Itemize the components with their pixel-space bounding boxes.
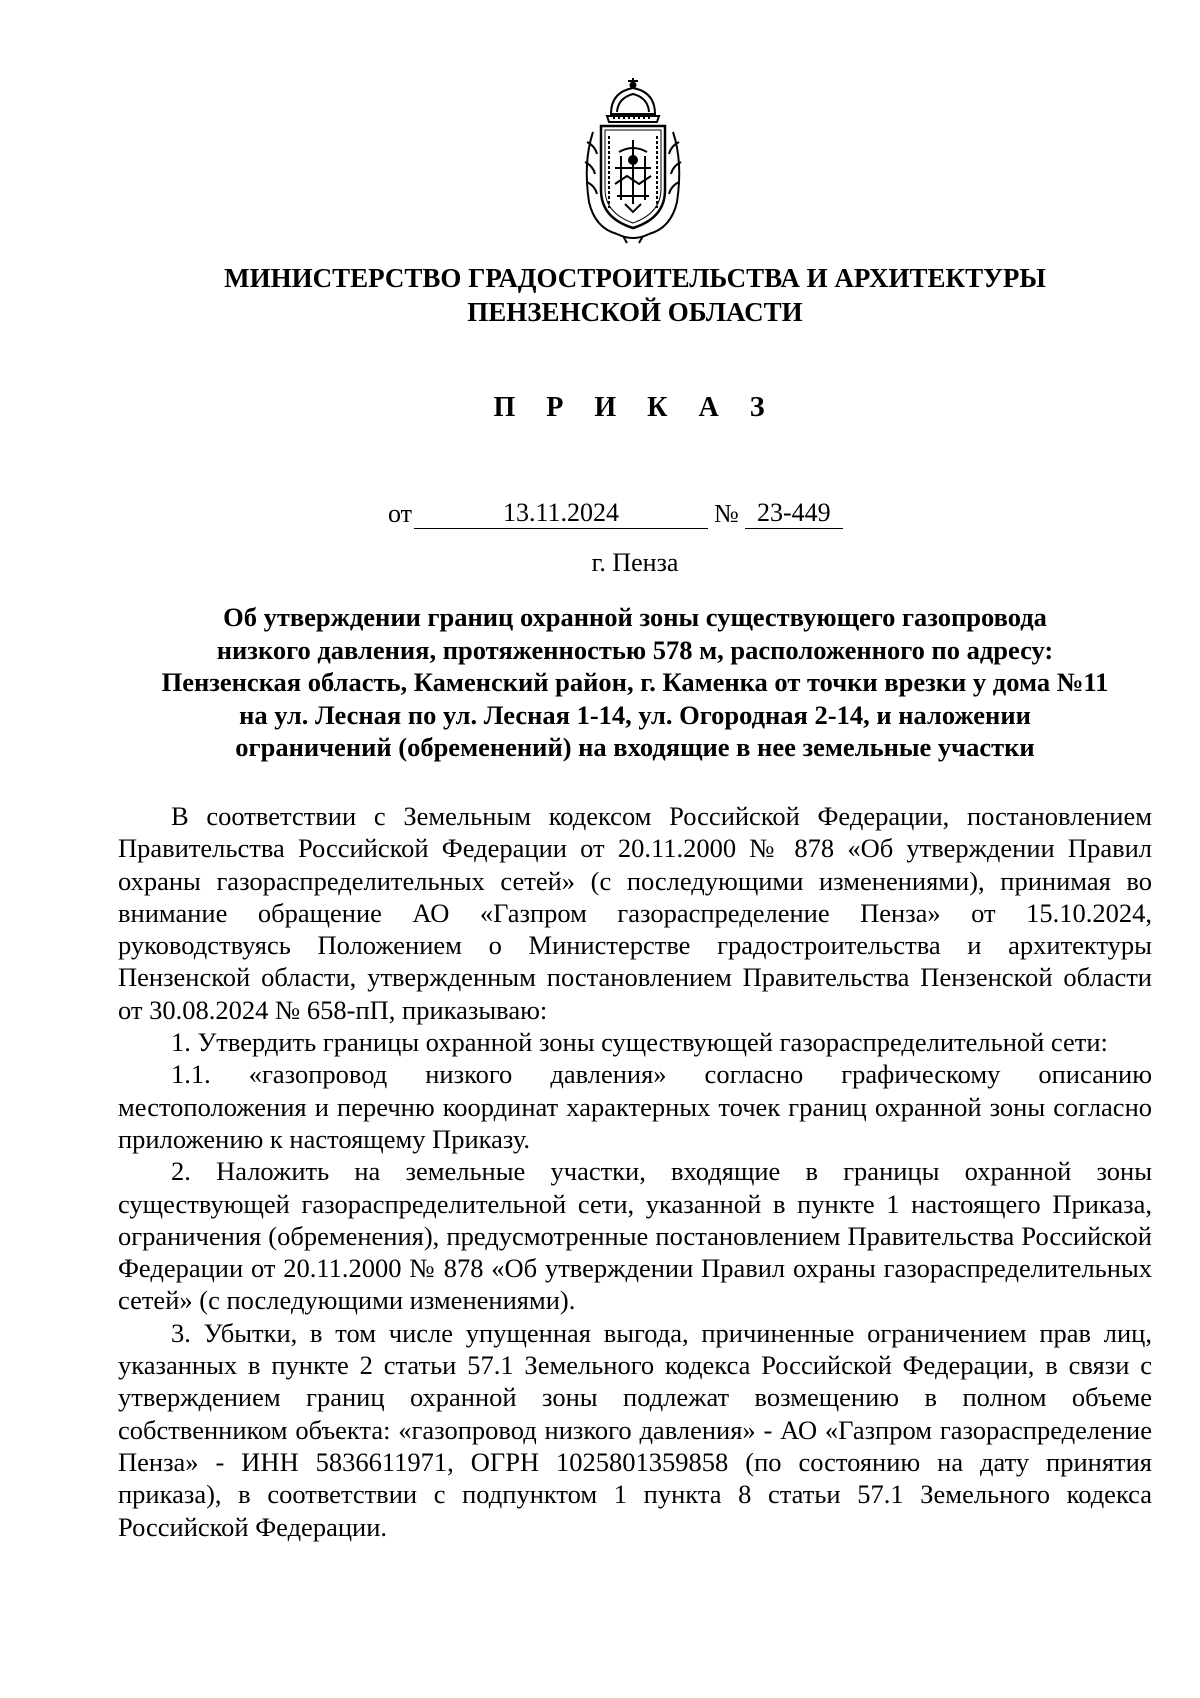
subject-line-3: Пензенская область, Каменский район, г. Каменка от точки врезки у дома №11 <box>161 667 1109 697</box>
document-number: 23-449 <box>745 498 843 529</box>
subject-line-2: низкого давления, протяженностью 578 м, расположенного по адресу: <box>216 634 1054 665</box>
date-number-row <box>388 498 843 529</box>
clause-1: 1. Утвердить границы охранной зоны существующей газораспределительной сети: <box>171 1027 1108 1058</box>
clause-2: 2. Наложить на земельные участки, входящие в границы охранной зоны существующей газораспределительной сети, указанной в пункте 1 настоящего Приказа, ограничения (обременения), предусмотренные постановлением Правительства Российской Федерации от 20.11.2000 № 878 «Об утверждении Правил охраны газораспределительных сетей» (с последующими изменениями). <box>118 1156 1152 1316</box>
order-subject <box>120 601 1150 764</box>
city-label: г. Пенза <box>591 548 679 577</box>
ministry-line-1: МИНИСТЕРСТВО ГРАДОСТРОИТЕЛЬСТВА И АРХИТЕКТУРЫ <box>224 263 1046 293</box>
preamble-paragraph: В соответствии с Земельным кодексом Российской Федерации, постановлением Правительства Российской Федерации от 20.11.2000 № 878 «Об утверждении Правил охраны газораспределительных сетей» (с последующими изменениями), принимая во внимание обращение АО «Газпром газораспределение Пенза» от 15.10.2024, руководствуясь Положением о Министерстве градостроительства и архитектуры Пензенской области, утвержденным постановлением Правительства Пензенской области от 30.08.2024 № 658-пП, приказываю: <box>118 801 1152 1025</box>
clause-1-1: 1.1. «газопровод низкого давления» согласно графическому описанию местоположения и перечню координат характерных точек границ охранной зоны согласно приложению к настоящему Приказу. <box>118 1059 1152 1154</box>
subject-line-1: Об утверждении границ охранной зоны существующего газопровода <box>223 602 1047 632</box>
ministry-line-2: ПЕНЗЕНСКОЙ ОБЛАСТИ <box>467 297 803 327</box>
ministry-name <box>0 261 1200 329</box>
document-type-title: П Р И К А З <box>493 392 777 423</box>
number-label: № <box>714 499 739 528</box>
subject-line-5: ограничений (обременений) на входящие в нее земельные участки <box>235 732 1035 762</box>
document-date: 13.11.2024 <box>414 498 708 529</box>
order-body <box>118 800 1152 1543</box>
clause-3: 3. Убытки, в том числе упущенная выгода, причиненные ограничением прав лиц, указанных в пункте 2 статьи 57.1 Земельного кодекса Российской Федерации, в связи с утверждением границ охранной зоны подлежат возмещению в полном объеме собственником объекта: «газопровод низкого давления» - АО «Газпром газораспределение Пенза» - ИНН 5836611971, ОГРН 1025801359858 (по состоянию на дату принятия приказа), в соответствии с подпунктом 1 пункта 8 статьи 57.1 Земельного кодекса Российской Федерации. <box>118 1317 1152 1542</box>
date-label: от <box>388 499 413 528</box>
subject-line-4: на ул. Лесная по ул. Лесная 1-14, ул. Огородная 2-14, и наложении <box>239 699 1031 730</box>
coat-of-arms-icon <box>571 72 695 244</box>
